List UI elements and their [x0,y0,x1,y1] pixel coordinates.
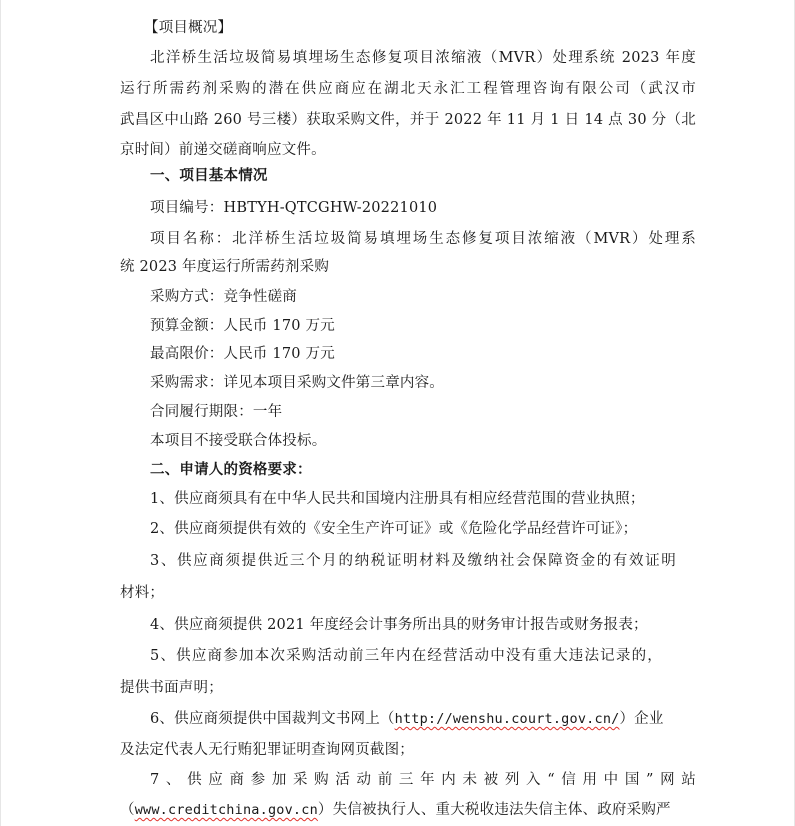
project-name-line-1: 项目名称：北洋桥生活垃圾简易填埋场生态修复项目浓缩液（MVR）处理系 [150,231,696,247]
intro-line-2: 运行所需药剂采购的潜在供应商应在湖北天永汇工程管理咨询有限公司（武汉市 [120,81,696,97]
requirement-7-line-1: 7、供应商参加采购活动前三年内未被列入“信用中国”网站 [150,772,696,788]
requirement-6-line-2: 及法定代表人无行贿犯罪证明查询网页截图； [120,742,414,758]
requirement-3-line-2: 材料； [120,585,165,601]
part1-heading: 一、项目基本情况 [150,168,268,184]
requirement-2: 2、供应商须提供有效的《安全生产许可证》或《危险化学品经营许可证》； [150,521,638,537]
intro-line-4: 京时间）前递交磋商响应文件。 [120,142,326,158]
requirement-3-line-1: 3、供应商须提供近三个月的纳税证明材料及缴纳社会保障资金的有效证明 [150,553,676,569]
consortium-note: 本项目不接受联合体投标。 [150,433,327,449]
requirement-7-suffix: ）失信被执行人、重大税收违法失信主体、政府采购严 [317,802,671,818]
intro-line-1: 北洋桥生活垃圾简易填埋场生态修复项目浓缩液（MVR）处理系统 2023 年度 [150,50,696,66]
intro-line-3: 武昌区中山路 260 号三楼）获取采购文件，并于 2022 年 11 月 1 日 14 点 30 分（北 [120,112,696,128]
project-name-line-2: 统 2023 年度运行所需药剂采购 [120,259,330,275]
budget-amount: 预算金额：人民币 170 万元 [150,318,335,334]
requirement-4: 4、供应商须提供 2021 年度经会计事务所出具的财务审计报告或财务报表； [150,617,648,633]
requirement-5-line-2: 提供书面声明； [120,680,223,696]
part2-heading: 二、申请人的资格要求： [150,462,312,478]
requirement-6-prefix: 6、供应商须提供中国裁判文书网上（ [150,711,395,727]
requirement-1: 1、供应商须具有在中华人民共和国境内注册具有相应经营范围的营业执照； [150,491,645,507]
max-price: 最高限价：人民币 170 万元 [150,346,335,362]
wenshu-url-link[interactable]: http://wenshu.court.gov.cn/ [394,711,620,727]
creditchina-url-link[interactable]: www.creditchina.gov.cn [134,802,318,818]
contract-term: 合同履行期限：一年 [150,404,283,420]
project-number: 项目编号：HBTYH-QTCGHW-20221010 [150,200,438,216]
procurement-requirement: 采购需求：详见本项目采购文件第三章内容。 [150,375,444,391]
procurement-method: 采购方式：竞争性磋商 [150,289,297,305]
requirement-7-prefix: （ [120,802,135,818]
requirement-6-suffix: ）企业 [619,711,664,727]
requirement-6-line-1 [150,709,664,729]
requirement-5-line-1: 5、供应商参加本次采购活动前三年内在经营活动中没有重大违法记录的， [150,648,662,664]
requirement-7-line-2 [120,800,671,820]
section-heading: 【项目概况】 [144,20,233,36]
